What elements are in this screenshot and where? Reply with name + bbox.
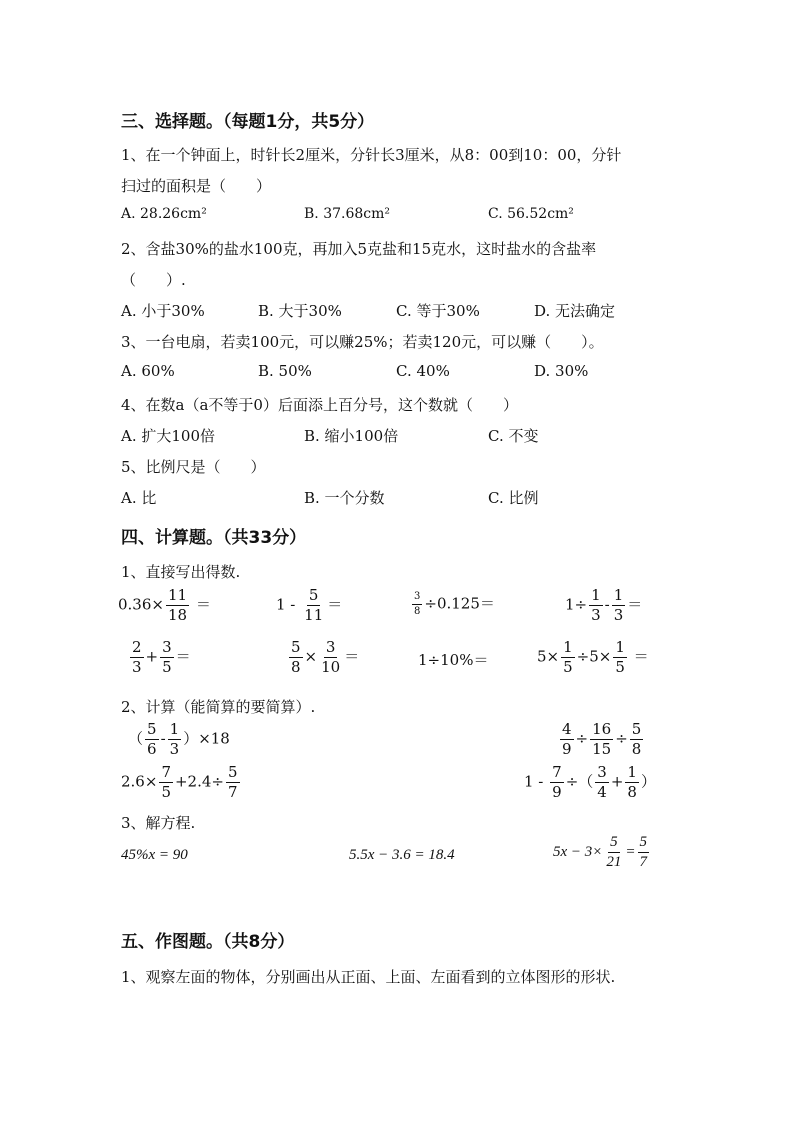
- equation-8: 5× $\frac{1}{5}$ ÷5× $\frac{1}{5}$ ＝: [537, 638, 649, 676]
- equation-3: $\frac{3}{8}$ ÷0.125＝: [414, 591, 495, 617]
- equation-1: 0.36× $\frac{11}{18}$ ＝: [118, 586, 211, 624]
- q1-option-a: A. 28.26cm²: [121, 206, 207, 222]
- q2-line2: （ ）.: [121, 271, 186, 289]
- calc-1: （ $\frac{5}{6}$ - $\frac{1}{3}$ ）×18: [128, 720, 230, 758]
- q3-option-b: B. 50%: [258, 362, 312, 380]
- q5-option-b: B. 一个分数: [304, 489, 385, 507]
- equation-5: $\frac{2}{3}$ + $\frac{3}{5}$ ＝: [132, 638, 191, 676]
- q2-option-c: C. 等于30%: [396, 302, 480, 320]
- q3-option-c: C. 40%: [396, 362, 450, 380]
- part3-label: 3、解方程.: [121, 814, 196, 832]
- q4-option-b: B. 缩小100倍: [304, 427, 399, 445]
- q2-option-b: B. 大于30%: [258, 302, 342, 320]
- solve-2: 5.5x − 3.6 = 18.4: [349, 847, 455, 863]
- q1-option-b: B. 37.68cm²: [304, 206, 390, 222]
- q3-option-d: D. 30%: [534, 362, 589, 380]
- q3-text: 3、一台电扇，若卖100元，可以赚25%；若卖120元，可以赚（ ）。: [121, 333, 604, 351]
- solve-1: 45%x = 90: [121, 847, 188, 863]
- q1-line1: 1、在一个钟面上，时针长2厘米，分针长3厘米，从8：00到10：00，分针: [121, 146, 622, 164]
- q2-option-a: A. 小于30%: [121, 302, 205, 320]
- equation-4: 1÷ $\frac{1}{3}$ - $\frac{1}{3}$ ＝: [565, 586, 643, 624]
- calc-4: 1 - $\frac{7}{9}$ ÷（ $\frac{3}{4}$ + $\frac{1}{8}$ ）: [524, 763, 656, 801]
- q2-option-d: D. 无法确定: [534, 302, 616, 320]
- q2-line1: 2、含盐30%的盐水100克，再加入5克盐和15克水，这时盐水的含盐率: [121, 240, 597, 258]
- section-3-title: 三、选择题。（每题1分，共5分）: [121, 112, 375, 132]
- equation-6: $\frac{5}{8}$ × $\frac{3}{10}$ ＝: [291, 638, 360, 676]
- part1-label: 1、直接写出得数.: [121, 563, 241, 581]
- q1-line2: 扫过的面积是（ ）: [121, 177, 272, 195]
- equation-7: 1÷10%＝: [418, 651, 489, 669]
- q5-drawing-text: 1、观察左面的物体，分别画出从正面、上面、左面看到的立体图形的形状.: [121, 968, 616, 986]
- q4-option-a: A. 扩大100倍: [121, 427, 215, 445]
- part2-label: 2、计算（能简算的要简算）.: [121, 698, 316, 716]
- section-5-title: 五、作图题。（共8分）: [121, 932, 295, 952]
- q4-option-c: C. 不变: [488, 427, 539, 445]
- q5-text: 5、比例尺是（ ）: [121, 458, 266, 476]
- solve-3: 5x − 3× $\frac{5}{21}$ = $\frac{5}{7}$: [553, 834, 648, 870]
- calc-2: $\frac{4}{9}$ ÷ $\frac{16}{15}$ ÷ $\frac{5}{8}$: [562, 720, 642, 758]
- q5-option-c: C. 比例: [488, 489, 539, 507]
- q3-option-a: A. 60%: [121, 362, 175, 380]
- q1-option-c: C. 56.52cm²: [488, 206, 574, 222]
- q5-option-a: A. 比: [121, 489, 157, 507]
- equation-2: 1 - $\frac{5}{11}$ ＝: [276, 586, 343, 624]
- section-4-title: 四、计算题。（共33分）: [121, 528, 307, 548]
- calc-3: 2.6× $\frac{7}{5}$ +2.4÷ $\frac{5}{7}$: [121, 763, 238, 801]
- q4-text: 4、在数a（a不等于0）后面添上百分号，这个数就（ ）: [121, 396, 518, 414]
